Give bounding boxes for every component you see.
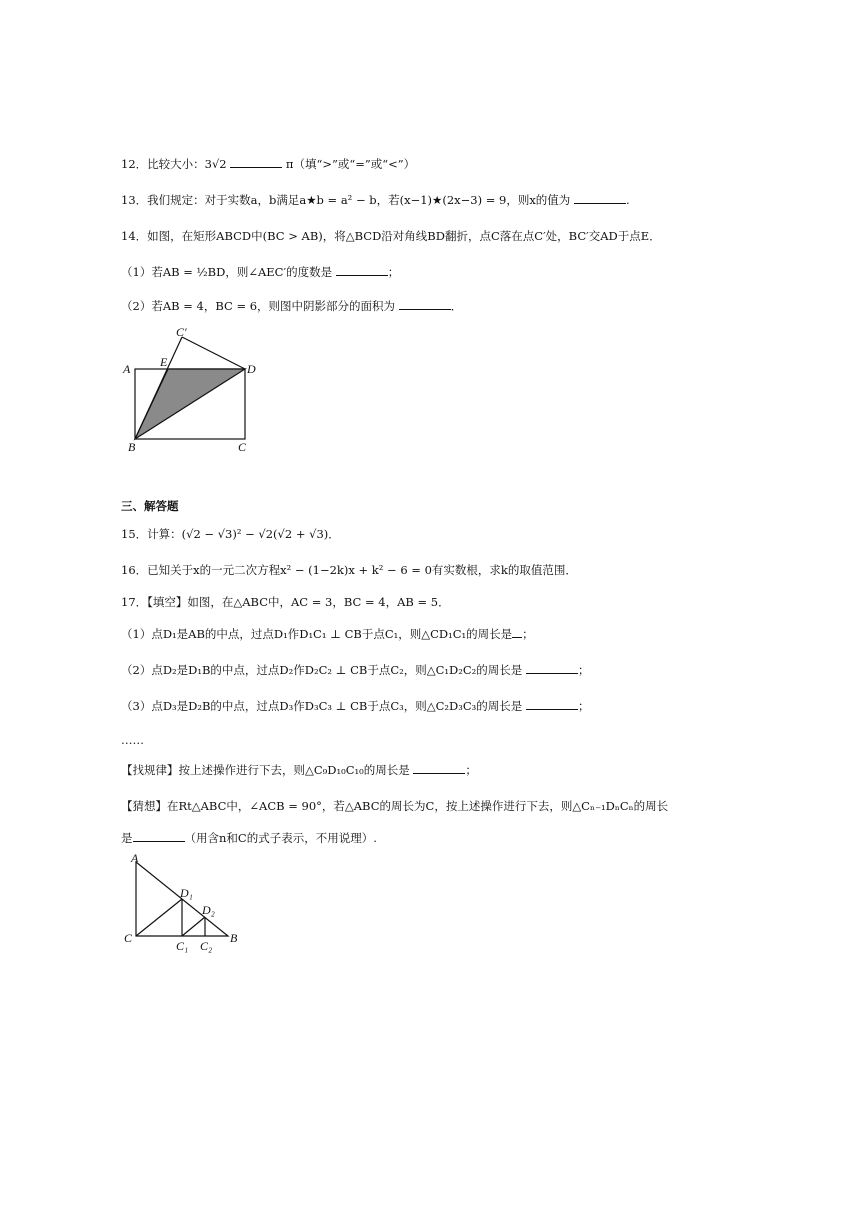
label-d1: D₁ — [180, 886, 193, 900]
segment-cd1 — [136, 899, 182, 936]
question-13: 13．我们规定：对于实数a，b满足a★b = a² − b，若(x−1)★(2x−3) = 9，则x的值为 . — [121, 193, 630, 207]
question-16: 16．已知关于x的一元二次方程x² − (1−2k)x + k² − 6 = 0有实数根，求k的取值范围． — [121, 563, 577, 577]
answer-blank[interactable] — [336, 264, 388, 276]
label-e: E — [160, 355, 168, 369]
label-c: C — [238, 440, 247, 454]
question-17-part-2: （2）点D₂是D₁B的中点，过点D₂作D₂C₂ ⊥ CB于点C₂，则△C₁D₂C₂的周长是 ； — [121, 663, 590, 677]
figure-right-triangle — [120, 852, 250, 957]
question-17-part-3: （3）点D₃是D₂B的中点，过点D₃作D₃C₃ ⊥ CB于点C₃，则△C₂D₃C₃的周长是 ； — [121, 699, 590, 713]
label-cprime: C′ — [176, 325, 187, 339]
answer-blank[interactable] — [399, 298, 451, 310]
answer-blank[interactable] — [413, 762, 465, 774]
label-c1: C₁ — [176, 939, 189, 953]
label-a: A — [131, 852, 139, 865]
question-14-part-2: （2）若AB = 4，BC = 6，则图中阴影部分的面积为 ． — [121, 299, 463, 313]
question-17-guess-line2: 是 （用含n和C的式子表示，不用说理）. — [121, 831, 377, 845]
answer-blank[interactable] — [230, 156, 282, 168]
answer-blank[interactable] — [526, 662, 578, 674]
segment-c1d2 — [182, 917, 205, 936]
question-17-part-1: （1）点D₁是AB的中点，过点D₁作D₁C₁ ⊥ CB于点C₁，则△CD₁C₁的周长是 ； — [121, 627, 534, 641]
label-a: A — [123, 362, 131, 376]
section-heading: 三、解答题 — [121, 499, 179, 513]
fold-edge-cprimed — [182, 337, 245, 369]
question-14: 14．如图，在矩形ABCD中(BC > AB)，将△BCD沿对角线BD翻折，点C落在点C′处，BC′交AD于点E． — [121, 229, 661, 243]
ellipsis: …… — [121, 733, 144, 747]
label-c2: C₂ — [200, 939, 213, 953]
label-d2: D₂ — [202, 903, 215, 917]
answer-blank[interactable] — [512, 626, 522, 638]
label-d: D — [247, 362, 256, 376]
question-17-pattern: 【找规律】按上述操作进行下去，则△C₉D₁₀C₁₀的周长是 ； — [121, 763, 477, 777]
label-c: C — [124, 931, 133, 945]
label-b: B — [230, 931, 238, 945]
question-12: 12．比较大小：3√2 π（填“>”或“=”或“<”） — [121, 157, 416, 171]
question-15: 15．计算：(√2 − √3)² − √2(√2 + √3)． — [121, 527, 340, 541]
question-14-part-1: （1）若AB = ½BD，则∠AEC′的度数是 ； — [121, 265, 400, 279]
answer-blank[interactable] — [133, 830, 185, 842]
question-17: 17．【填空】如图，在△ABC中，AC = 3，BC = 4，AB = 5． — [121, 595, 450, 609]
answer-blank[interactable] — [574, 192, 626, 204]
answer-blank[interactable] — [526, 698, 578, 710]
figure-rectangle-fold — [120, 325, 260, 455]
label-b: B — [128, 440, 136, 454]
question-17-guess: 【猜想】在Rt△ABC中，∠ACB = 90°，若△ABC的周长为C，按上述操作进行下去，则△Cₙ₋₁DₙCₙ的周长 — [121, 799, 669, 813]
